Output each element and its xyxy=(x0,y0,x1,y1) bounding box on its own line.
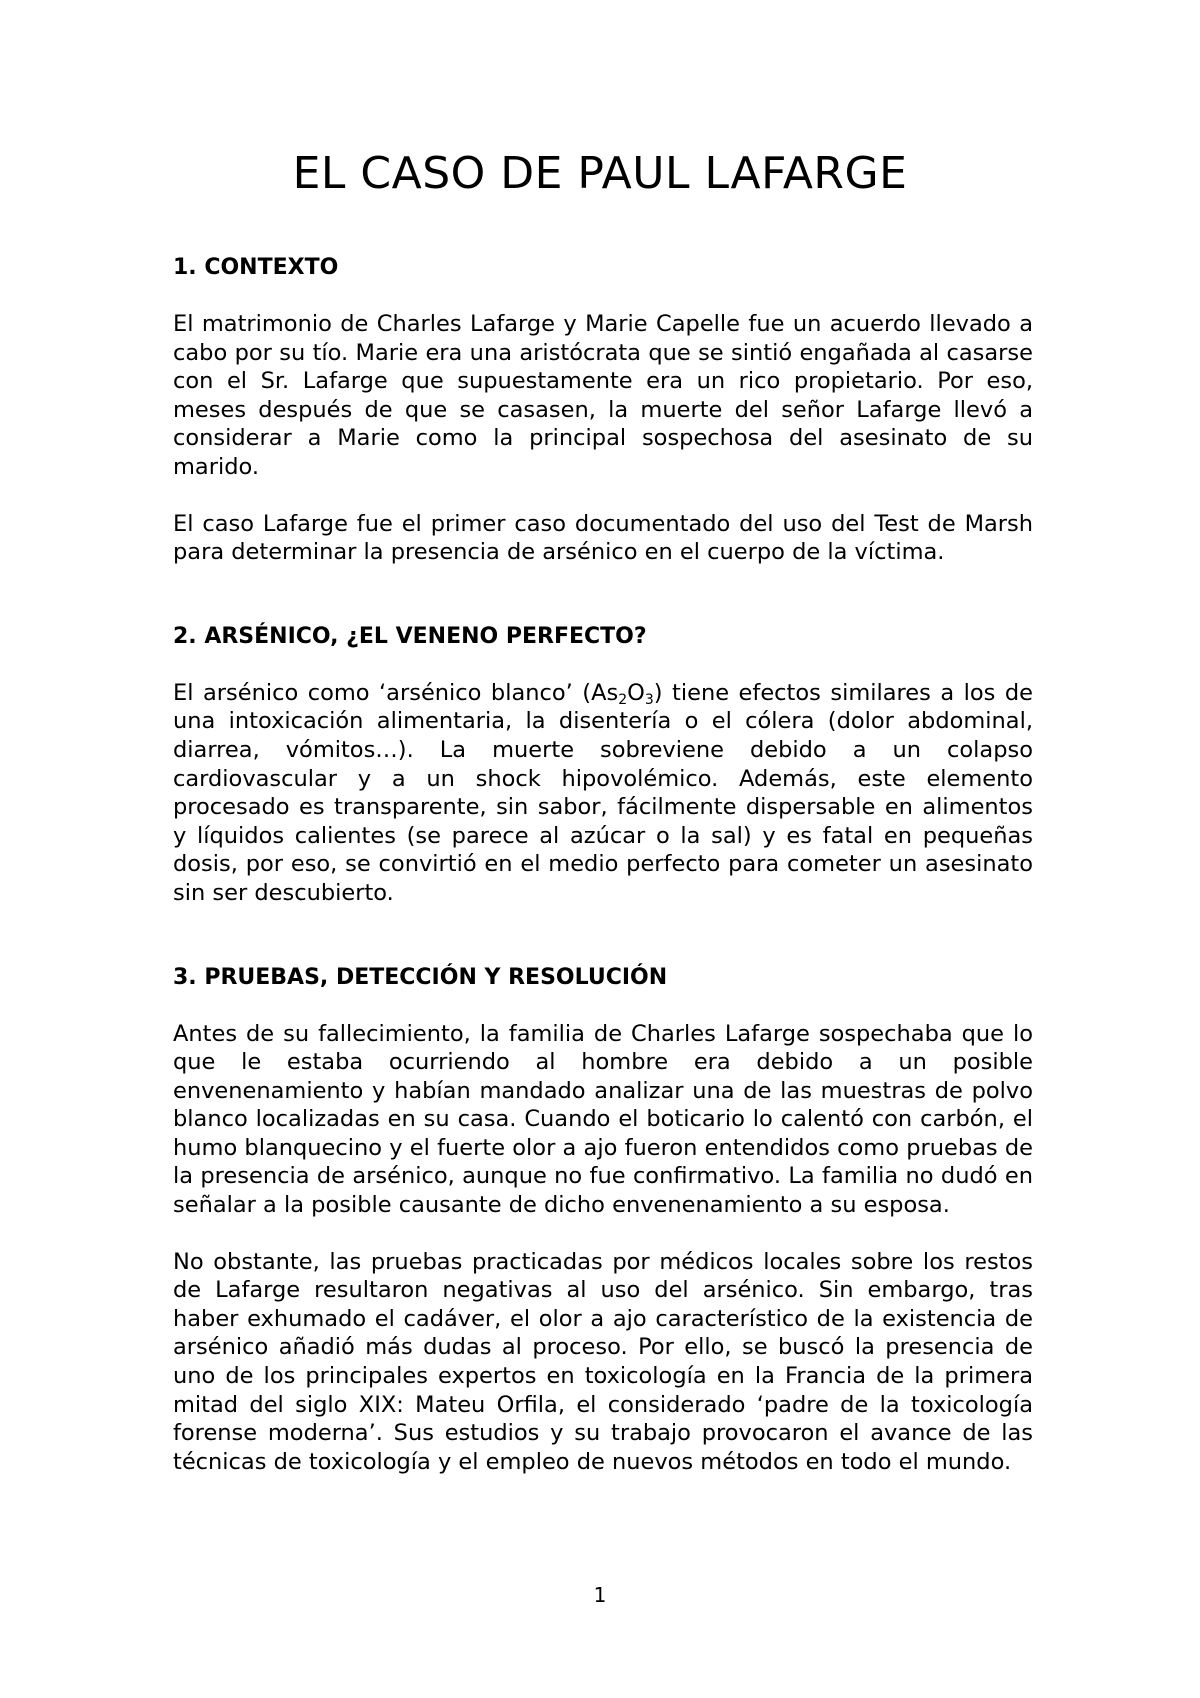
page-title: EL CASO DE PAUL LAFARGE xyxy=(292,148,908,199)
paragraph: No obstante, las pruebas practicadas por médicos locales sobre los restos de Lafarge resultaron negativas al uso del arsénico. Sin embargo, tras haber exhumado el cadáver, el olor a ajo característico de la existencia de arsénico añadió más dudas al proceso. Por ello, se buscó la presencia de uno de los principales expertos en toxicología en la Francia de la primera mitad del siglo XIX: Mateu Orfila, el considerado ‘padre de la toxicología forense moderna’. Sus estudios y su trabajo provocaron el avance de las técnicas de toxicología y el empleo de nuevos métodos en todo el mundo. xyxy=(173,1248,1033,1475)
page-number: 1 xyxy=(593,1583,607,1607)
subscript: 3 xyxy=(644,691,654,708)
document-body xyxy=(173,254,1033,1476)
paragraph: Antes de su fallecimiento, la familia de Charles Lafarge sospechaba que lo que le estaba ocurriendo al hombre era debido a un posible envenenamiento y habían mandado analizar una de las muestras de polvo blanco localizadas en su casa. Cuando el boticario lo calentó con carbón, el humo blanquecino y el fuerte olor a ajo fueron entendidos como pruebas de la presencia de arsénico, aunque no fue confirmativo. La familia no dudó en señalar a la posible causante de dicho envenenamiento a su esposa. xyxy=(173,1020,1033,1219)
paragraph-text: El arsénico como ‘arsénico blanco’ (As xyxy=(173,679,619,706)
paragraph: El matrimonio de Charles Lafarge y Marie Capelle fue un acuerdo llevado a cabo por su tío. Marie era una aristócrata que se sintió engañada al casarse con el Sr. Lafarge que supuestamente era un rico propietario. Por eso, meses después de que se casasen, la muerte del señor Lafarge llevó a considerar a Marie como la principal sospechosa del asesinato de su marido. xyxy=(173,311,1033,480)
subscript: 2 xyxy=(618,691,628,708)
paragraph-text: O xyxy=(627,679,645,706)
paragraph-text: ) tiene efectos similares a los de una intoxicación alimentaria, la disentería o el cólera (dolor abdominal, diarrea, vómitos…). La muerte sobreviene debido a un colapso cardiovascular y a un shock hipovolémico. Además, este elemento procesado es transparente, sin sabor, fácilmente dispersable en alimentos y líquidos calientes (se parece al azúcar o la sal) y es fatal en pequeñas dosis, por eso, se convirtió en el medio perfecto para cometer un asesinato sin ser descubierto. xyxy=(173,679,1033,906)
section-heading: 2. ARSÉNICO, ¿EL VENENO PERFECTO? xyxy=(173,623,647,649)
section-contexto xyxy=(173,254,1033,567)
section-arsenico xyxy=(173,623,1033,908)
paragraph: El caso Lafarge fue el primer caso documentado del uso del Test de Marsh para determinar la presencia de arsénico en el cuerpo de la víctima. xyxy=(173,510,1033,566)
section-pruebas xyxy=(173,964,1033,1477)
section-heading: 3. PRUEBAS, DETECCIÓN Y RESOLUCIÓN xyxy=(173,964,668,990)
section-heading: 1. CONTEXTO xyxy=(173,255,339,280)
paragraph xyxy=(173,679,1033,908)
